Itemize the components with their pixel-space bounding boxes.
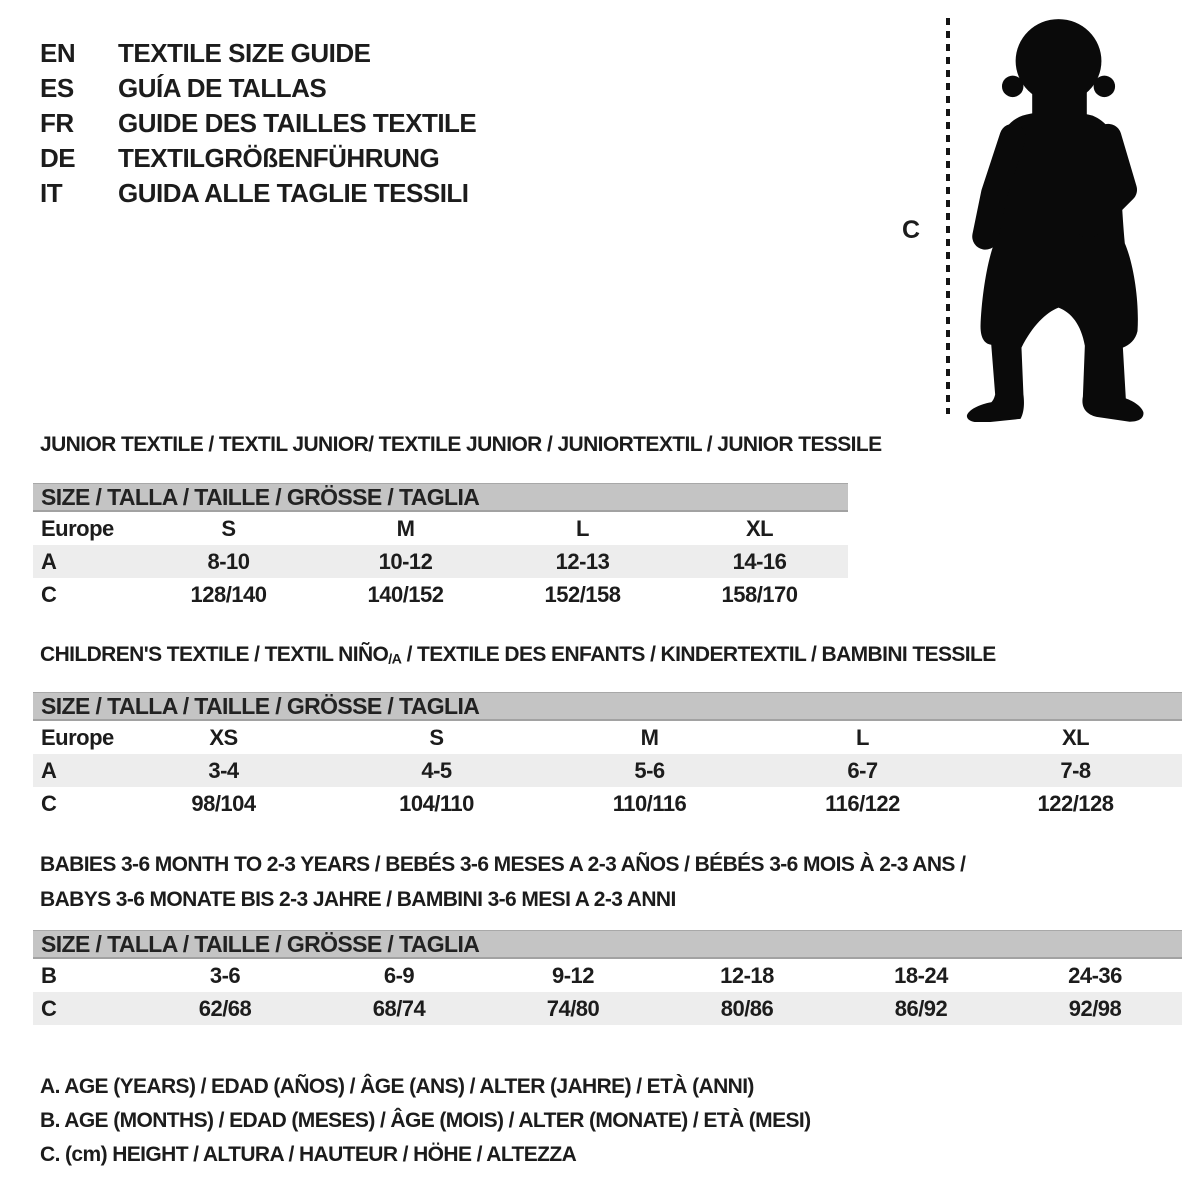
row-key: C <box>41 581 57 607</box>
height-value: 110/116 <box>612 790 687 816</box>
language-label: GUÍA DE TALLAS <box>118 73 327 103</box>
row-key: A <box>41 548 57 574</box>
junior-height-row <box>33 578 848 611</box>
legend-line-a: A. AGE (YEARS) / EDAD (AÑOS) / ÂGE (ANS) / ALTER (JAHRE) / ETÀ (ANNI) <box>40 1075 754 1098</box>
children-title-rest: / TEXTILE DES ENFANTS / KINDERTEXTIL / BAMBINI TESSILE <box>401 643 996 666</box>
height-measure-dashed-line <box>946 18 950 414</box>
height-value: 122/128 <box>1037 790 1114 816</box>
language-code: EN <box>40 38 76 68</box>
babies-size-table <box>33 930 1182 1025</box>
region-label: Europe <box>41 515 114 541</box>
size-value: L <box>856 724 869 750</box>
height-value: 152/158 <box>544 581 621 607</box>
size-value: XL <box>745 515 774 541</box>
age-value: 14-16 <box>732 548 787 574</box>
age-value: 8-10 <box>207 548 250 574</box>
babies-months-row <box>33 959 1182 992</box>
size-header-bar: SIZE / TALLA / TAILLE / GRÖSSE / TAGLIA <box>33 692 1182 721</box>
language-code: ES <box>40 73 74 103</box>
age-value: 6-7 <box>847 757 878 783</box>
junior-section-title: JUNIOR TEXTILE / TEXTIL JUNIOR/ TEXTILE JUNIOR / JUNIORTEXTIL / JUNIOR TESSILE <box>40 433 882 456</box>
months-value: 12-18 <box>720 962 774 988</box>
height-measure-label: C <box>902 216 920 244</box>
language-row-de <box>40 141 476 176</box>
months-value: 3-6 <box>209 962 241 988</box>
language-row-es <box>40 71 476 106</box>
language-row-it <box>40 176 476 211</box>
age-value: 4-5 <box>421 757 452 783</box>
height-value: 92/98 <box>1068 995 1122 1021</box>
height-value: 98/104 <box>191 790 256 816</box>
size-header-bar: SIZE / TALLA / TAILLE / GRÖSSE / TAGLIA <box>33 483 848 512</box>
children-section-title <box>40 643 996 668</box>
language-label: GUIDA ALLE TAGLIE TESSILI <box>118 178 469 208</box>
height-value: 62/68 <box>198 995 252 1021</box>
junior-size-row <box>33 512 848 545</box>
children-title-suffix: /A <box>388 651 402 668</box>
age-value: 10-12 <box>378 548 433 574</box>
children-title-text: CHILDREN'S TEXTILE / TEXTIL NIÑO <box>40 643 389 666</box>
age-value: 3-4 <box>208 757 239 783</box>
babies-section-title-line2: BABYS 3-6 MONATE BIS 2-3 JAHRE / BAMBINI 3-6 MESI A 2-3 ANNI <box>40 888 676 911</box>
height-value: 80/86 <box>720 995 774 1021</box>
size-value: XS <box>209 724 238 750</box>
language-code: DE <box>40 143 76 173</box>
row-key: C <box>41 995 57 1021</box>
legend-line-c: C. (cm) HEIGHT / ALTURA / HAUTEUR / HÖHE / ALTEZZA <box>40 1143 577 1166</box>
size-value: XL <box>1061 724 1090 750</box>
language-title-list <box>40 36 476 211</box>
language-row-en <box>40 36 476 71</box>
size-value: M <box>396 515 415 541</box>
children-size-row <box>33 721 1182 754</box>
babies-height-row <box>33 992 1182 1025</box>
months-value: 9-12 <box>551 962 595 988</box>
height-value: 140/152 <box>367 581 444 607</box>
language-code: IT <box>40 178 63 208</box>
size-header-bar: SIZE / TALLA / TAILLE / GRÖSSE / TAGLIA <box>33 930 1182 959</box>
height-value: 158/170 <box>721 581 798 607</box>
months-value: 6-9 <box>383 962 415 988</box>
children-age-row <box>33 754 1182 787</box>
age-value: 7-8 <box>1060 757 1091 783</box>
legend <box>40 1070 811 1172</box>
size-value: M <box>640 724 659 750</box>
months-value: 18-24 <box>894 962 948 988</box>
legend-line-b: B. AGE (MONTHS) / EDAD (MESES) / ÂGE (MOIS) / ALTER (MONATE) / ETÀ (MESI) <box>40 1109 811 1132</box>
height-value: 74/80 <box>546 995 600 1021</box>
height-value: 128/140 <box>190 581 267 607</box>
size-value: L <box>576 515 589 541</box>
babies-section-title-line1: BABIES 3-6 MONTH TO 2-3 YEARS / BEBÉS 3-6 MESES A 2-3 AÑOS / BÉBÉS 3-6 MOIS À 2-3 ANS / <box>40 853 966 876</box>
junior-age-row <box>33 545 848 578</box>
row-key: B <box>41 962 57 988</box>
junior-size-table <box>33 483 848 611</box>
language-code: FR <box>40 108 74 138</box>
months-value: 24-36 <box>1068 962 1122 988</box>
row-key: C <box>41 790 57 816</box>
language-label: TEXTILE SIZE GUIDE <box>118 38 371 68</box>
size-value: S <box>221 515 236 541</box>
height-value: 86/92 <box>894 995 948 1021</box>
height-value: 68/74 <box>372 995 426 1021</box>
children-height-row <box>33 787 1182 820</box>
row-key: A <box>41 757 57 783</box>
language-label: GUIDE DES TAILLES TEXTILE <box>118 108 477 138</box>
language-row-fr <box>40 106 476 141</box>
region-label: Europe <box>41 724 114 750</box>
language-label: TEXTILGRÖßENFÜHRUNG <box>118 143 440 173</box>
height-value: 104/110 <box>399 790 474 816</box>
size-value: S <box>429 724 444 750</box>
height-value: 116/122 <box>825 790 900 816</box>
age-value: 5-6 <box>634 757 665 783</box>
children-size-table <box>33 692 1182 820</box>
age-value: 12-13 <box>555 548 610 574</box>
toddler-silhouette-icon <box>962 12 1157 422</box>
